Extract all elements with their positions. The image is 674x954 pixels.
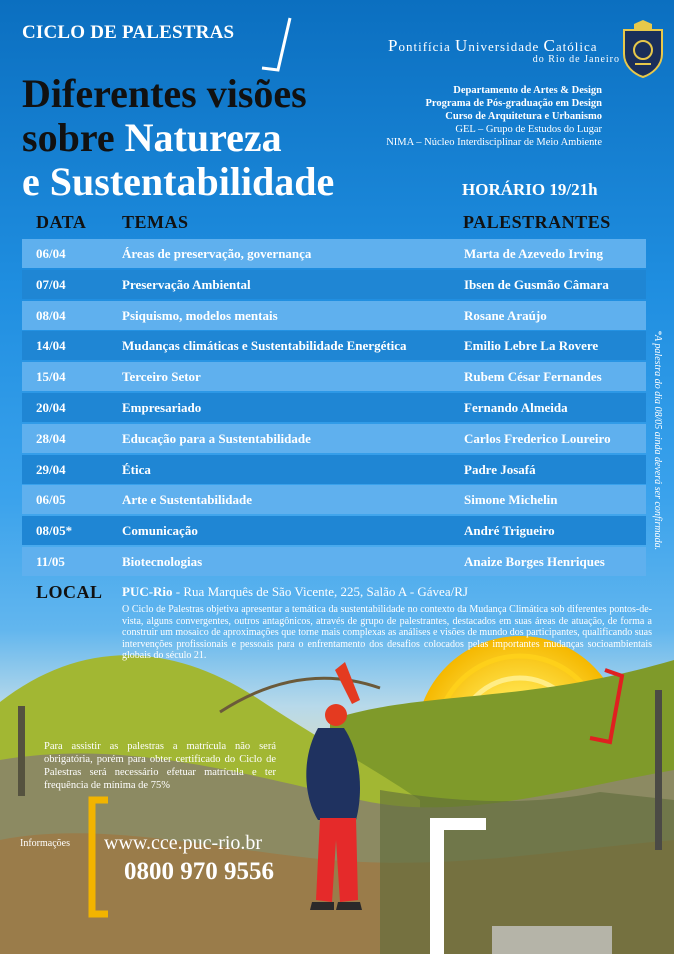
dept-line: Curso de Arquitetura e Urbanismo [445, 111, 602, 122]
row-topic: Terceiro Setor [122, 369, 201, 385]
row-speaker: Rosane Araújo [464, 307, 547, 323]
venue-name: PUC-Rio [122, 584, 173, 599]
fence-post [655, 690, 662, 850]
table-row [22, 393, 646, 422]
main-title-line2 [22, 116, 282, 160]
dept-line: NIMA – Núcleo Interdisciplinar de Meio Ambiente [386, 137, 602, 148]
row-speaker: Marta de Azevedo Irving [464, 246, 604, 261]
row-date: 14/04 [36, 338, 66, 354]
university-name [388, 36, 598, 56]
row-topic: Preservação Ambiental [122, 276, 251, 292]
univ-word-3: atólica [555, 39, 598, 54]
dept-line: Departamento de Artes & Design [453, 85, 602, 96]
fence-post-2 [18, 706, 25, 796]
row-date: 07/04 [36, 276, 66, 292]
univ-word-1: ontifícia [398, 39, 456, 54]
side-note [652, 330, 672, 590]
table-row [22, 301, 646, 330]
row-date: 06/05 [36, 492, 66, 508]
row-topic: Arte e Sustentabilidade [122, 492, 252, 508]
enrollment-note: Para assistir as palestras a matrícula não será obrigatória, porém para obter certificado do Ciclo de Palestras será necessário efetuar matrícula e ter frequência de mínima de 75% [44, 741, 276, 791]
table-row [22, 362, 646, 391]
row-date: 11/05 [36, 553, 65, 569]
table-row [22, 516, 646, 545]
row-topic: Comunicação [122, 523, 198, 539]
table-row [22, 239, 646, 268]
venue-address [122, 584, 468, 600]
row-speaker: Carlos Frederico Loureiro [464, 430, 611, 446]
departments-block [360, 84, 602, 149]
row-topic: Áreas de preservação, governança [122, 246, 312, 261]
row-speaker: Anaize Borges Henriques [464, 553, 605, 569]
row-topic: Biotecnologias [122, 553, 203, 569]
white-bracket-top [262, 18, 290, 70]
row-date: 08/04 [36, 307, 66, 323]
info-label: Informações [20, 838, 70, 849]
grey-box [492, 926, 612, 954]
main-title-line3: e Sustentabilidade [22, 159, 335, 204]
row-date: 15/04 [36, 369, 66, 385]
column-header-speakers: PALESTRANTES [463, 212, 611, 232]
main-title-line1: Diferentes visões [22, 71, 307, 116]
table-row [22, 270, 646, 299]
university-subname: do Rio de Janeiro [532, 54, 620, 65]
univ-cap-p: P [388, 36, 399, 55]
table-row [22, 455, 646, 484]
row-date: 20/04 [36, 399, 66, 415]
row-speaker: Simone Michelin [464, 492, 558, 508]
university-crest-icon [620, 20, 666, 78]
table-row [22, 424, 646, 453]
dept-line: GEL – Grupo de Estudos do Lugar [455, 124, 602, 135]
row-date: 08/05* [36, 523, 73, 539]
table-row [22, 331, 646, 360]
lecture-schedule-table [22, 239, 646, 578]
row-date: 28/04 [36, 430, 66, 446]
title-word-natureza: Natureza [124, 115, 282, 160]
series-title: CICLO DE PALESTRAS [22, 22, 235, 43]
row-speaker: André Trigueiro [464, 523, 555, 539]
row-speaker: Rubem César Fernandes [464, 369, 602, 385]
row-speaker: Fernando Almeida [464, 399, 568, 415]
description-text: O Ciclo de Palestras objetiva apresentar a temática da sustentabilidade no contexto da Mudança Climática sob diferentes pontos-de-vista, alguns convergentes, outros antagônicos, através de grupo de palestrantes, destacados em suas áreas de atuação, de forma a construir um mosaico de aproximações que torne mais complexas as análises e visões de mundo dos participantes, qualificando suas intervenções profissionais e pessoais para o enfrentamento dos desafios colocados pelas importantes mudanças socioambientais globais do século 21. [122, 604, 652, 662]
row-topic: Psiquismo, modelos mentais [122, 307, 278, 323]
schedule-time: HORÁRIO 19/21h [462, 180, 598, 199]
title-word-sobre: sobre [22, 115, 115, 160]
local-label: LOCAL [36, 582, 103, 602]
univ-cap-u: U [455, 36, 469, 55]
row-topic: Educação para a Sustentabilidade [122, 430, 311, 446]
row-speaker: Padre Josafá [464, 461, 536, 477]
row-date: 29/04 [36, 461, 66, 477]
website-link[interactable]: www.cce.puc-rio.br [104, 832, 263, 854]
univ-cap-c: C [543, 36, 556, 55]
row-topic: Ética [122, 461, 151, 477]
row-speaker: Ibsen de Gusmão Câmara [464, 276, 609, 292]
row-topic: Mudanças climáticas e Sustentabilidade Energética [122, 338, 407, 354]
column-header-topics: TEMAS [122, 212, 189, 232]
univ-word-2: niversidade [468, 39, 544, 54]
table-row [22, 547, 646, 576]
venue-street: - Rua Marquês de São Vicente, 225, Salão A - Gávea/RJ [172, 584, 468, 599]
table-row [22, 485, 646, 514]
phone-number: 0800 970 9556 [124, 858, 274, 885]
column-header-date: DATA [36, 212, 87, 232]
row-date: 06/04 [36, 246, 66, 261]
row-speaker: Emilio Lebre La Rovere [464, 338, 599, 354]
side-note-text: *A palestra do dia 08/05 ainda deverá ser confirmada. [652, 330, 663, 551]
row-topic: Empresariado [122, 399, 202, 415]
dept-line: Programa de Pós-graduação em Design [425, 98, 602, 109]
